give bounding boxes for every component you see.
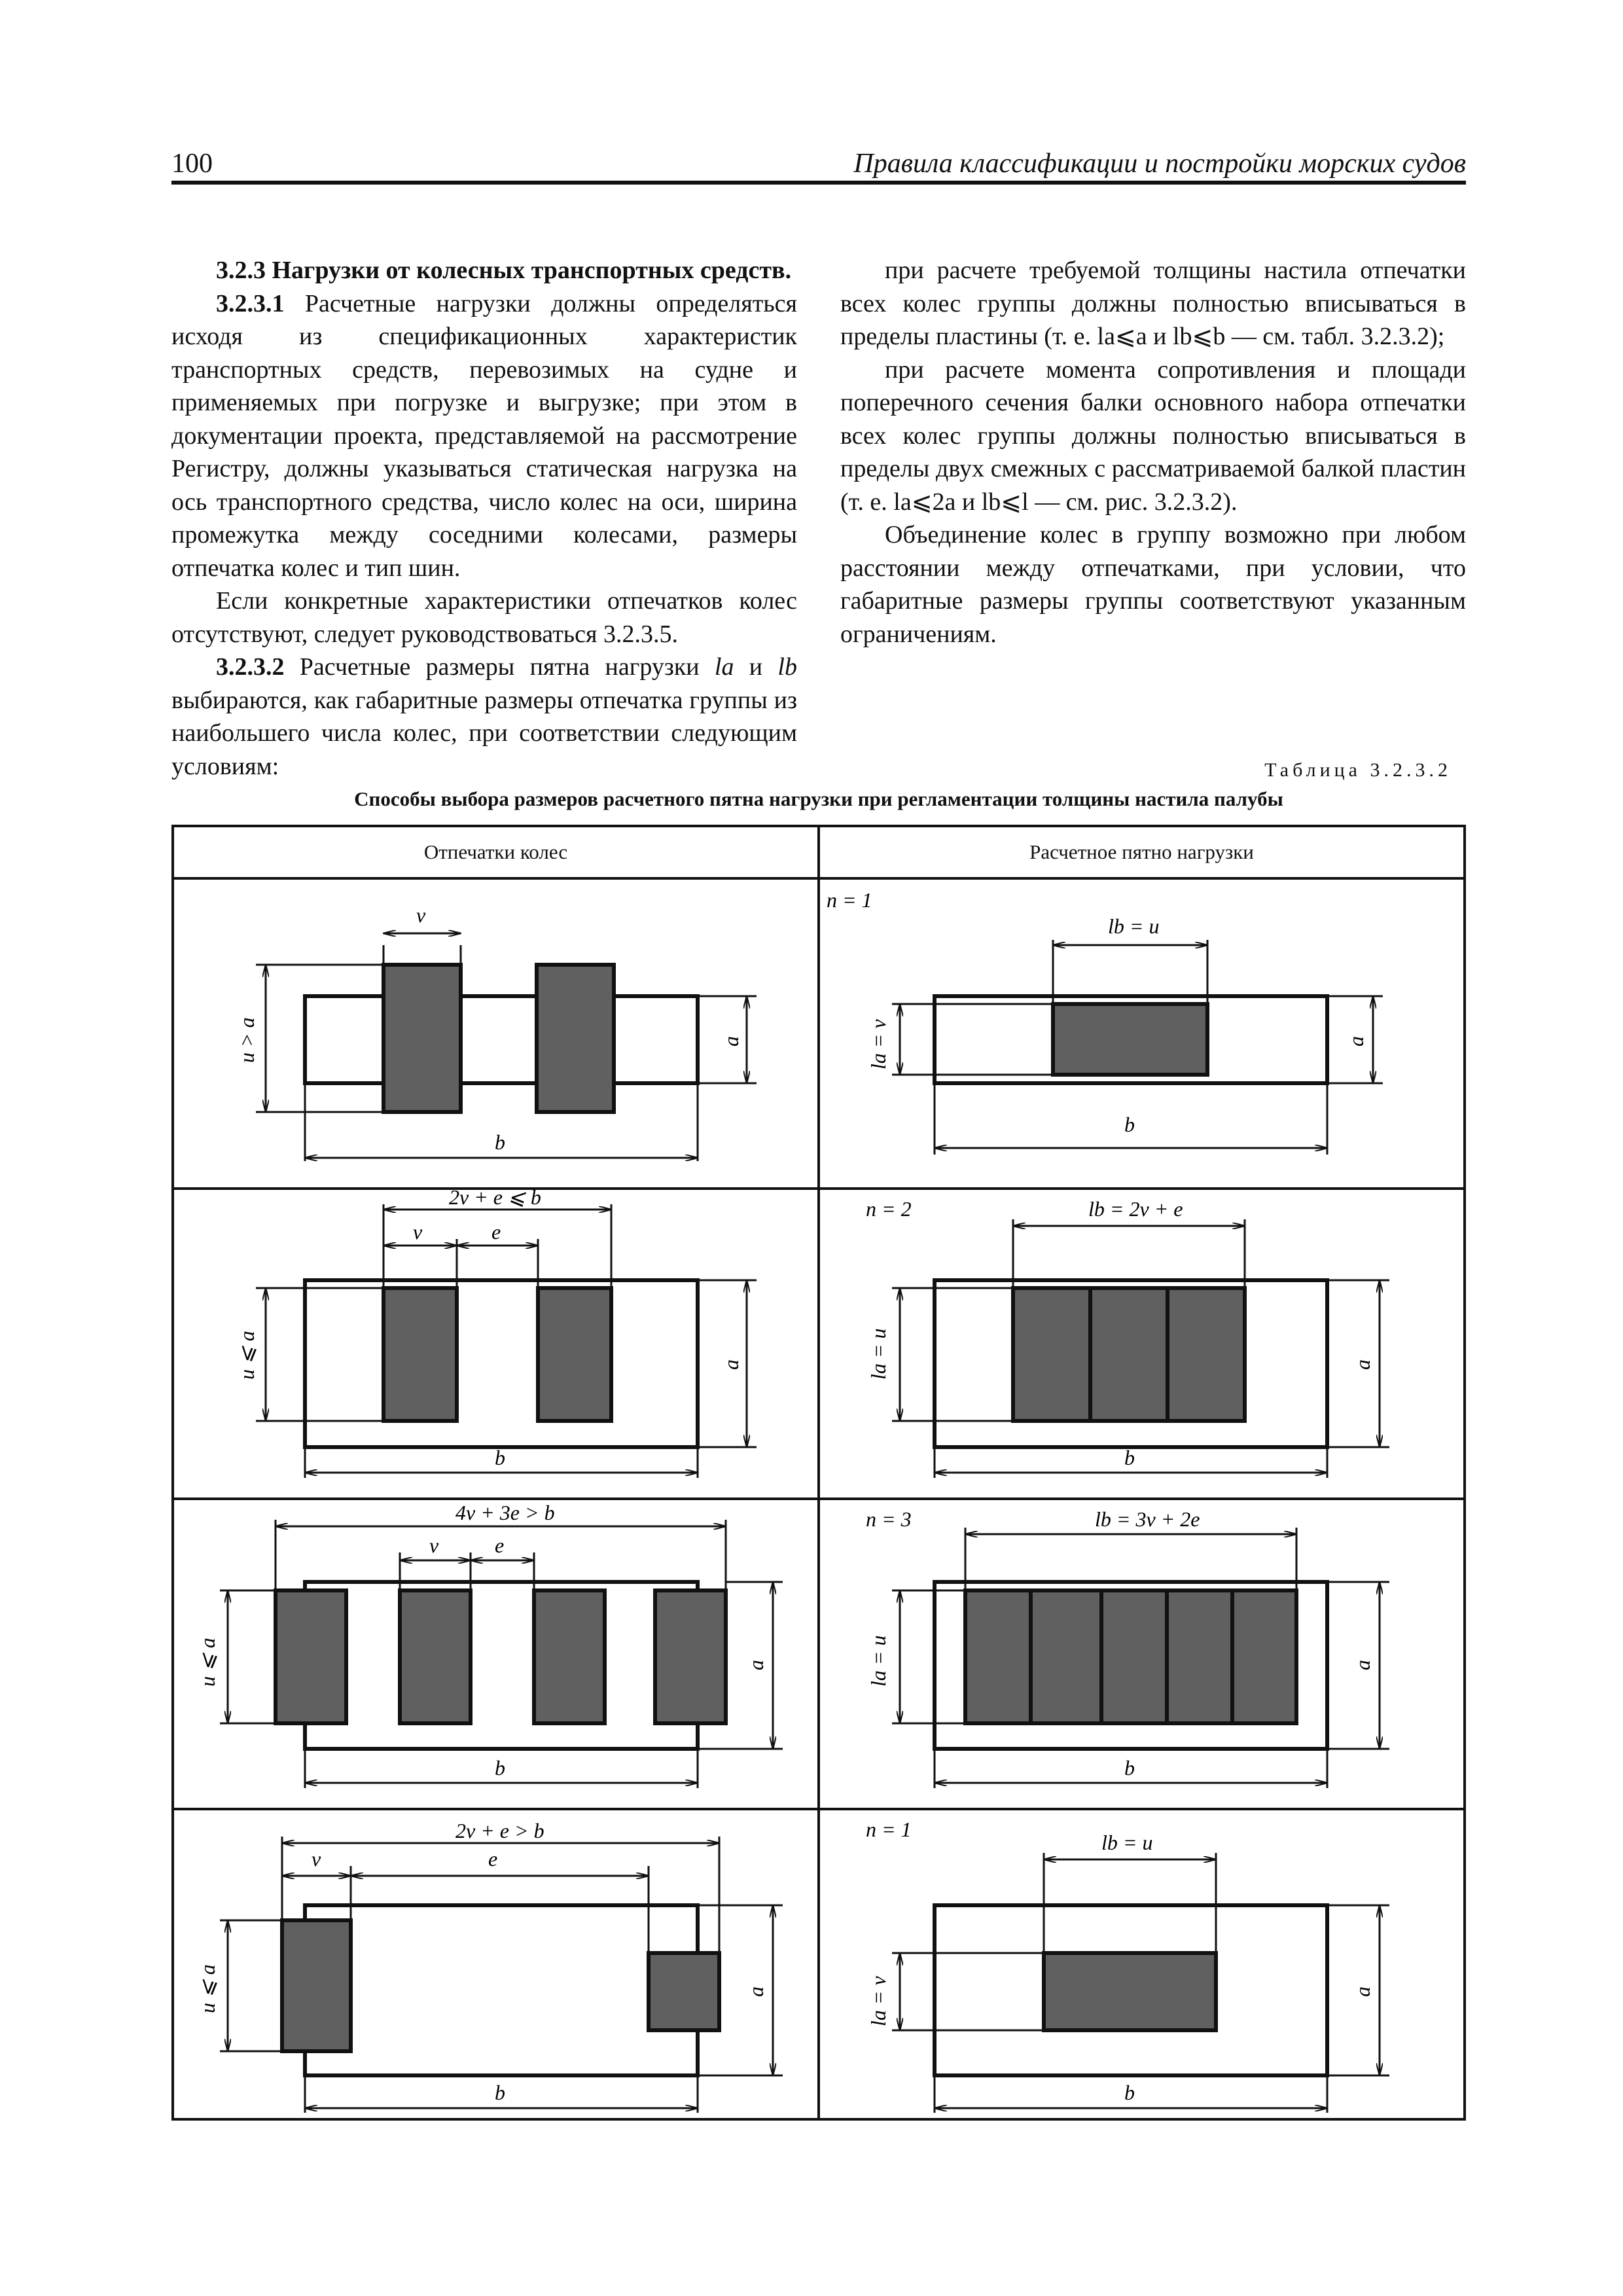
load-spot-part — [1232, 1590, 1296, 1723]
plate-outline — [305, 1582, 698, 1749]
row2-right-diagram — [820, 1190, 1462, 1498]
dim-label: u ⩽ a — [235, 1331, 259, 1380]
wheel-print — [538, 1288, 611, 1421]
row2-left-diagram — [174, 1190, 816, 1498]
dim-label: b — [495, 1130, 505, 1154]
header-wheel-prints: Отпечатки колес — [173, 826, 819, 878]
n-label: n = 2 — [866, 1197, 912, 1221]
condition-thickness: при расчете требуемой толщины настила отпечатки всех колес группы должны полностью вписываться в пределы пластины (т. е. la⩽a и lb⩽b — см. табл. 3.2.3.2); — [840, 257, 1466, 350]
dim-label: a — [1344, 1036, 1368, 1047]
dim-label: v — [413, 1220, 423, 1244]
dim-label: a — [744, 1660, 768, 1670]
dim-label: a — [1351, 1660, 1374, 1670]
dim-label: la = u — [866, 1328, 890, 1380]
row3-load-spot — [819, 1499, 1465, 1809]
dim-label: la = v — [866, 1019, 890, 1069]
table-caption: Таблица 3.2.3.2 — [1264, 759, 1452, 781]
dim-label: b — [495, 1756, 505, 1780]
dim-label: v — [429, 1534, 439, 1557]
wheel-print — [383, 1288, 457, 1421]
dim-label: 2v + e ⩽ b — [449, 1190, 541, 1209]
row3-wheel-prints — [173, 1499, 819, 1809]
row1-wheel-prints — [173, 878, 819, 1189]
header-load-spot: Расчетное пятно нагрузки — [819, 826, 1465, 878]
plate-outline — [305, 996, 698, 1083]
load-spot-part — [1031, 1590, 1101, 1723]
row3-right-diagram — [820, 1500, 1462, 1808]
load-spot-part — [1013, 1288, 1090, 1421]
paragraph-3-2-3-2: 3.2.3.2 Расчетные размеры пятна нагрузки la и lb выбираются, как габаритные размеры отпечатка группы из наибольшего числа колес, при соответствии следующим условиям: — [171, 653, 797, 780]
dim-label: e — [495, 1534, 505, 1557]
load-spot — [1044, 1953, 1216, 2030]
left-column — [171, 254, 797, 783]
row1-load-spot — [819, 878, 1465, 1189]
row4-left-diagram — [174, 1810, 816, 2118]
plate-outline — [305, 1905, 698, 2075]
running-title: Правила классификации и постройки морских судов — [853, 149, 1466, 179]
dim-label: e — [491, 1220, 501, 1244]
page-header — [171, 145, 1466, 185]
wheel-print — [282, 1920, 351, 2051]
row1-left-diagram — [174, 880, 816, 1187]
n-label: n = 1 — [866, 1818, 912, 1841]
dim-label: a — [719, 1036, 743, 1047]
load-spot — [1053, 1004, 1207, 1075]
wheel-print — [383, 965, 461, 1112]
n-label: n = 3 — [866, 1507, 912, 1531]
paragraph-grouping: Объединение колес в группу возможно при любом расстоянии между отпечатками, при условии, что габаритные размеры группы соответствуют указанным ограничениям. — [840, 521, 1466, 648]
row1-right-diagram — [820, 880, 1462, 1187]
dim-label: v — [312, 1847, 321, 1871]
row2-load-spot — [819, 1189, 1465, 1499]
dim-label: lb = 2v + e — [1088, 1197, 1183, 1221]
dim-label: la = u — [866, 1635, 890, 1687]
dim-label: b — [1124, 1756, 1135, 1780]
load-spot-part — [1167, 1590, 1232, 1723]
wheel-print — [649, 1953, 719, 2030]
row4-load-spot — [819, 1809, 1465, 2119]
wheel-print — [534, 1590, 605, 1723]
dim-label: u ⩽ a — [196, 1964, 219, 2013]
page-number: 100 — [171, 149, 213, 179]
load-spot-part — [965, 1590, 1031, 1723]
paragraph-3-2-3-1: 3.2.3.1 Расчетные нагрузки должны определяться исходя из спецификационных характеристик транспортных средств, перевозимых на судне и применяемых при погрузке и выгрузке; при этом в документации проекта, представляемой на рассмотрение Регистру, должны указываться статическая нагрузка на ось транспортного средства, число колес на оси, ширина промежутка между соседними колесами, размеры отпечатка колес и тип шин. — [171, 289, 797, 582]
section-heading: 3.2.3 Нагрузки от колесных транспортных средств. — [216, 257, 792, 284]
dim-label: lb = u — [1108, 914, 1160, 938]
dim-label: b — [1124, 1446, 1135, 1469]
load-spot-part — [1168, 1288, 1245, 1421]
table-title: Способы выбора размеров расчетного пятна нагрузки при регламентации толщины настила палубы — [354, 787, 1283, 810]
dim-label: la = v — [866, 1976, 890, 2026]
wheel-print — [276, 1590, 346, 1723]
load-spot-part — [1090, 1288, 1168, 1421]
row2-wheel-prints — [173, 1189, 819, 1499]
row3-left-diagram — [174, 1500, 816, 1808]
dim-label: v — [416, 903, 426, 927]
row4-right-diagram — [820, 1810, 1462, 2118]
plate-outline — [305, 1280, 698, 1447]
dim-label: b — [495, 2081, 505, 2104]
dim-label: u ⩽ a — [196, 1638, 219, 1687]
dim-label: e — [488, 1847, 498, 1871]
dim-label: u > a — [235, 1017, 259, 1063]
dim-label: b — [1124, 2081, 1135, 2104]
dim-label: b — [495, 1446, 505, 1469]
dim-label: lb = u — [1101, 1831, 1153, 1854]
dim-label: 2v + e > b — [455, 1819, 544, 1842]
load-spot-part — [1101, 1590, 1167, 1723]
n-label: n = 1 — [827, 888, 872, 912]
wheel-print — [400, 1590, 471, 1723]
paragraph-reference: Если конкретные характеристики отпечатков колес отсутствуют, следует руководствоваться 3.2.3.5. — [171, 587, 797, 648]
condition-modulus: при расчете момента сопротивления и площади поперечного сечения балки основного набора отпечатки всех колес группы должны полностью вписываться в пределы двух смежных с рассматриваемой балкой пластин (т. е. la⩽2a и lb⩽l — см. рис. 3.2.3.2). — [840, 355, 1466, 516]
dim-label: a — [1351, 1359, 1374, 1370]
dim-label: a — [744, 1986, 768, 1997]
row4-wheel-prints — [173, 1809, 819, 2119]
dim-label: a — [1351, 1986, 1374, 1997]
dim-label: 4v + 3e > b — [455, 1501, 555, 1524]
dim-label: a — [719, 1359, 743, 1370]
wheel-print — [537, 965, 614, 1112]
right-column — [840, 254, 1466, 651]
dim-label: lb = 3v + 2e — [1095, 1507, 1200, 1531]
wheel-print — [655, 1590, 726, 1723]
load-spot-table — [171, 825, 1466, 2121]
dim-label: b — [1124, 1113, 1135, 1136]
